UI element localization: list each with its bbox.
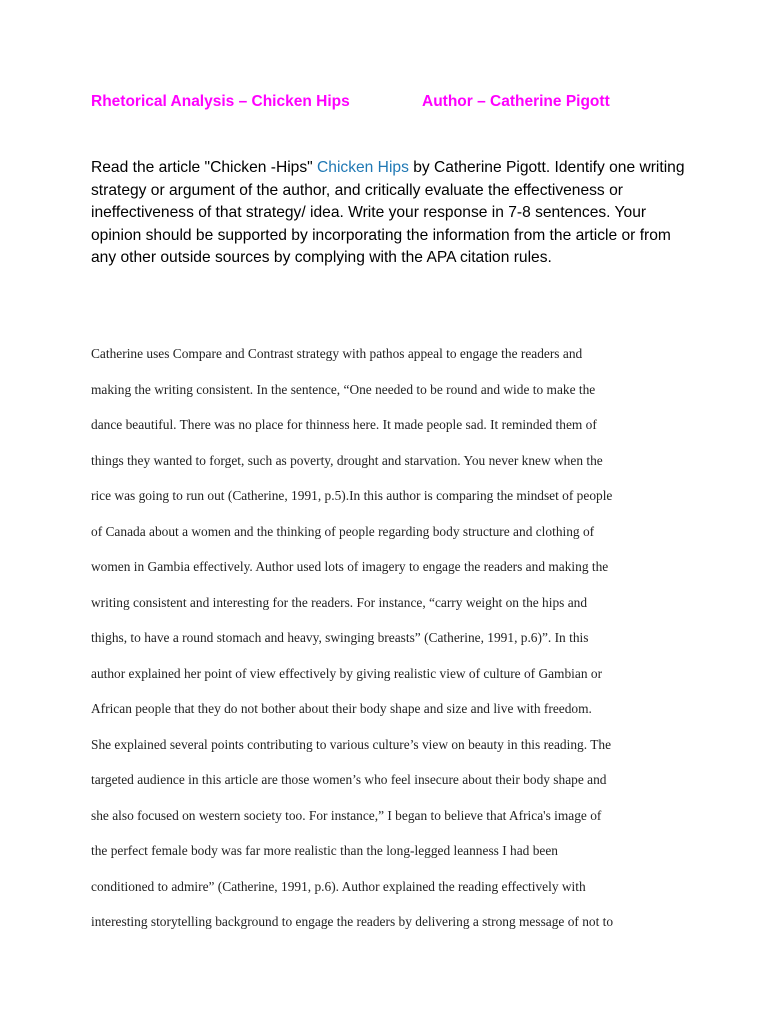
essay-line: targeted audience in this article are those women’s who feel insecure about their body shape and [91, 772, 607, 787]
document-title: Rhetorical Analysis – Chicken Hips [91, 93, 350, 110]
essay-line: Catherine uses Compare and Contrast strategy with pathos appeal to engage the readers and [91, 346, 583, 361]
assignment-prompt [91, 157, 691, 270]
document-header [91, 93, 610, 111]
essay-line: thighs, to have a round stomach and heavy, swinging breasts” (Catherine, 1991, p.6)”. In this [91, 630, 589, 645]
essay-line: rice was going to run out (Catherine, 1991, p.5).In this author is comparing the mindset of people [91, 488, 613, 503]
essay-line: conditioned to admire” (Catherine, 1991, p.6). Author explained the reading effectively with [91, 878, 586, 894]
essay-line: writing consistent and interesting for the readers. For instance, “carry weight on the hips and [91, 594, 588, 610]
prompt-instructions: by Catherine Pigott. Identify one writing strategy or argument of the author, and critically evaluate the effectiveness or ineffectiveness of that strategy/ idea. Write your response in 7-8 sentences. Your opinion should be supported by incorporating the information from the article or from any other outside sources by complying with the APA citation rules. [91, 159, 685, 266]
essay-line: author explained her point of view effectively by giving realistic view of culture of Gambian or [91, 665, 603, 681]
essay-line: She explained several points contributing to various culture’s view on beauty in this reading. The [91, 736, 612, 752]
document-author: Author – Catherine Pigott [422, 93, 610, 110]
essay-line: making the writing consistent. In the sentence, “One needed to be round and wide to make the [91, 381, 596, 397]
essay-line: she also focused on western society too. For instance,” I began to believe that Africa's image of [91, 807, 602, 823]
essay-line: African people that they do not bother about their body shape and size and live with freedom. [91, 701, 592, 716]
essay-line: dance beautiful. There was no place for thinness here. It made people sad. It reminded them of [91, 417, 597, 432]
essay-line: interesting storytelling background to engage the readers by delivering a strong message of not to [91, 914, 614, 929]
chicken-hips-link[interactable]: Chicken Hips [317, 159, 409, 176]
essay-line: things they wanted to forget, such as poverty, drought and starvation. You never knew when the [91, 452, 603, 468]
essay-body [91, 336, 691, 940]
essay-line: the perfect female body was far more realistic than the long-legged leanness I had been [91, 843, 558, 858]
essay-line: women in Gambia effectively. Author used lots of imagery to engage the readers and making the [91, 559, 609, 574]
prompt-intro: Read the article "Chicken -Hips" [91, 159, 318, 176]
essay-line: of Canada about a women and the thinking of people regarding body structure and clothing of [91, 523, 595, 539]
